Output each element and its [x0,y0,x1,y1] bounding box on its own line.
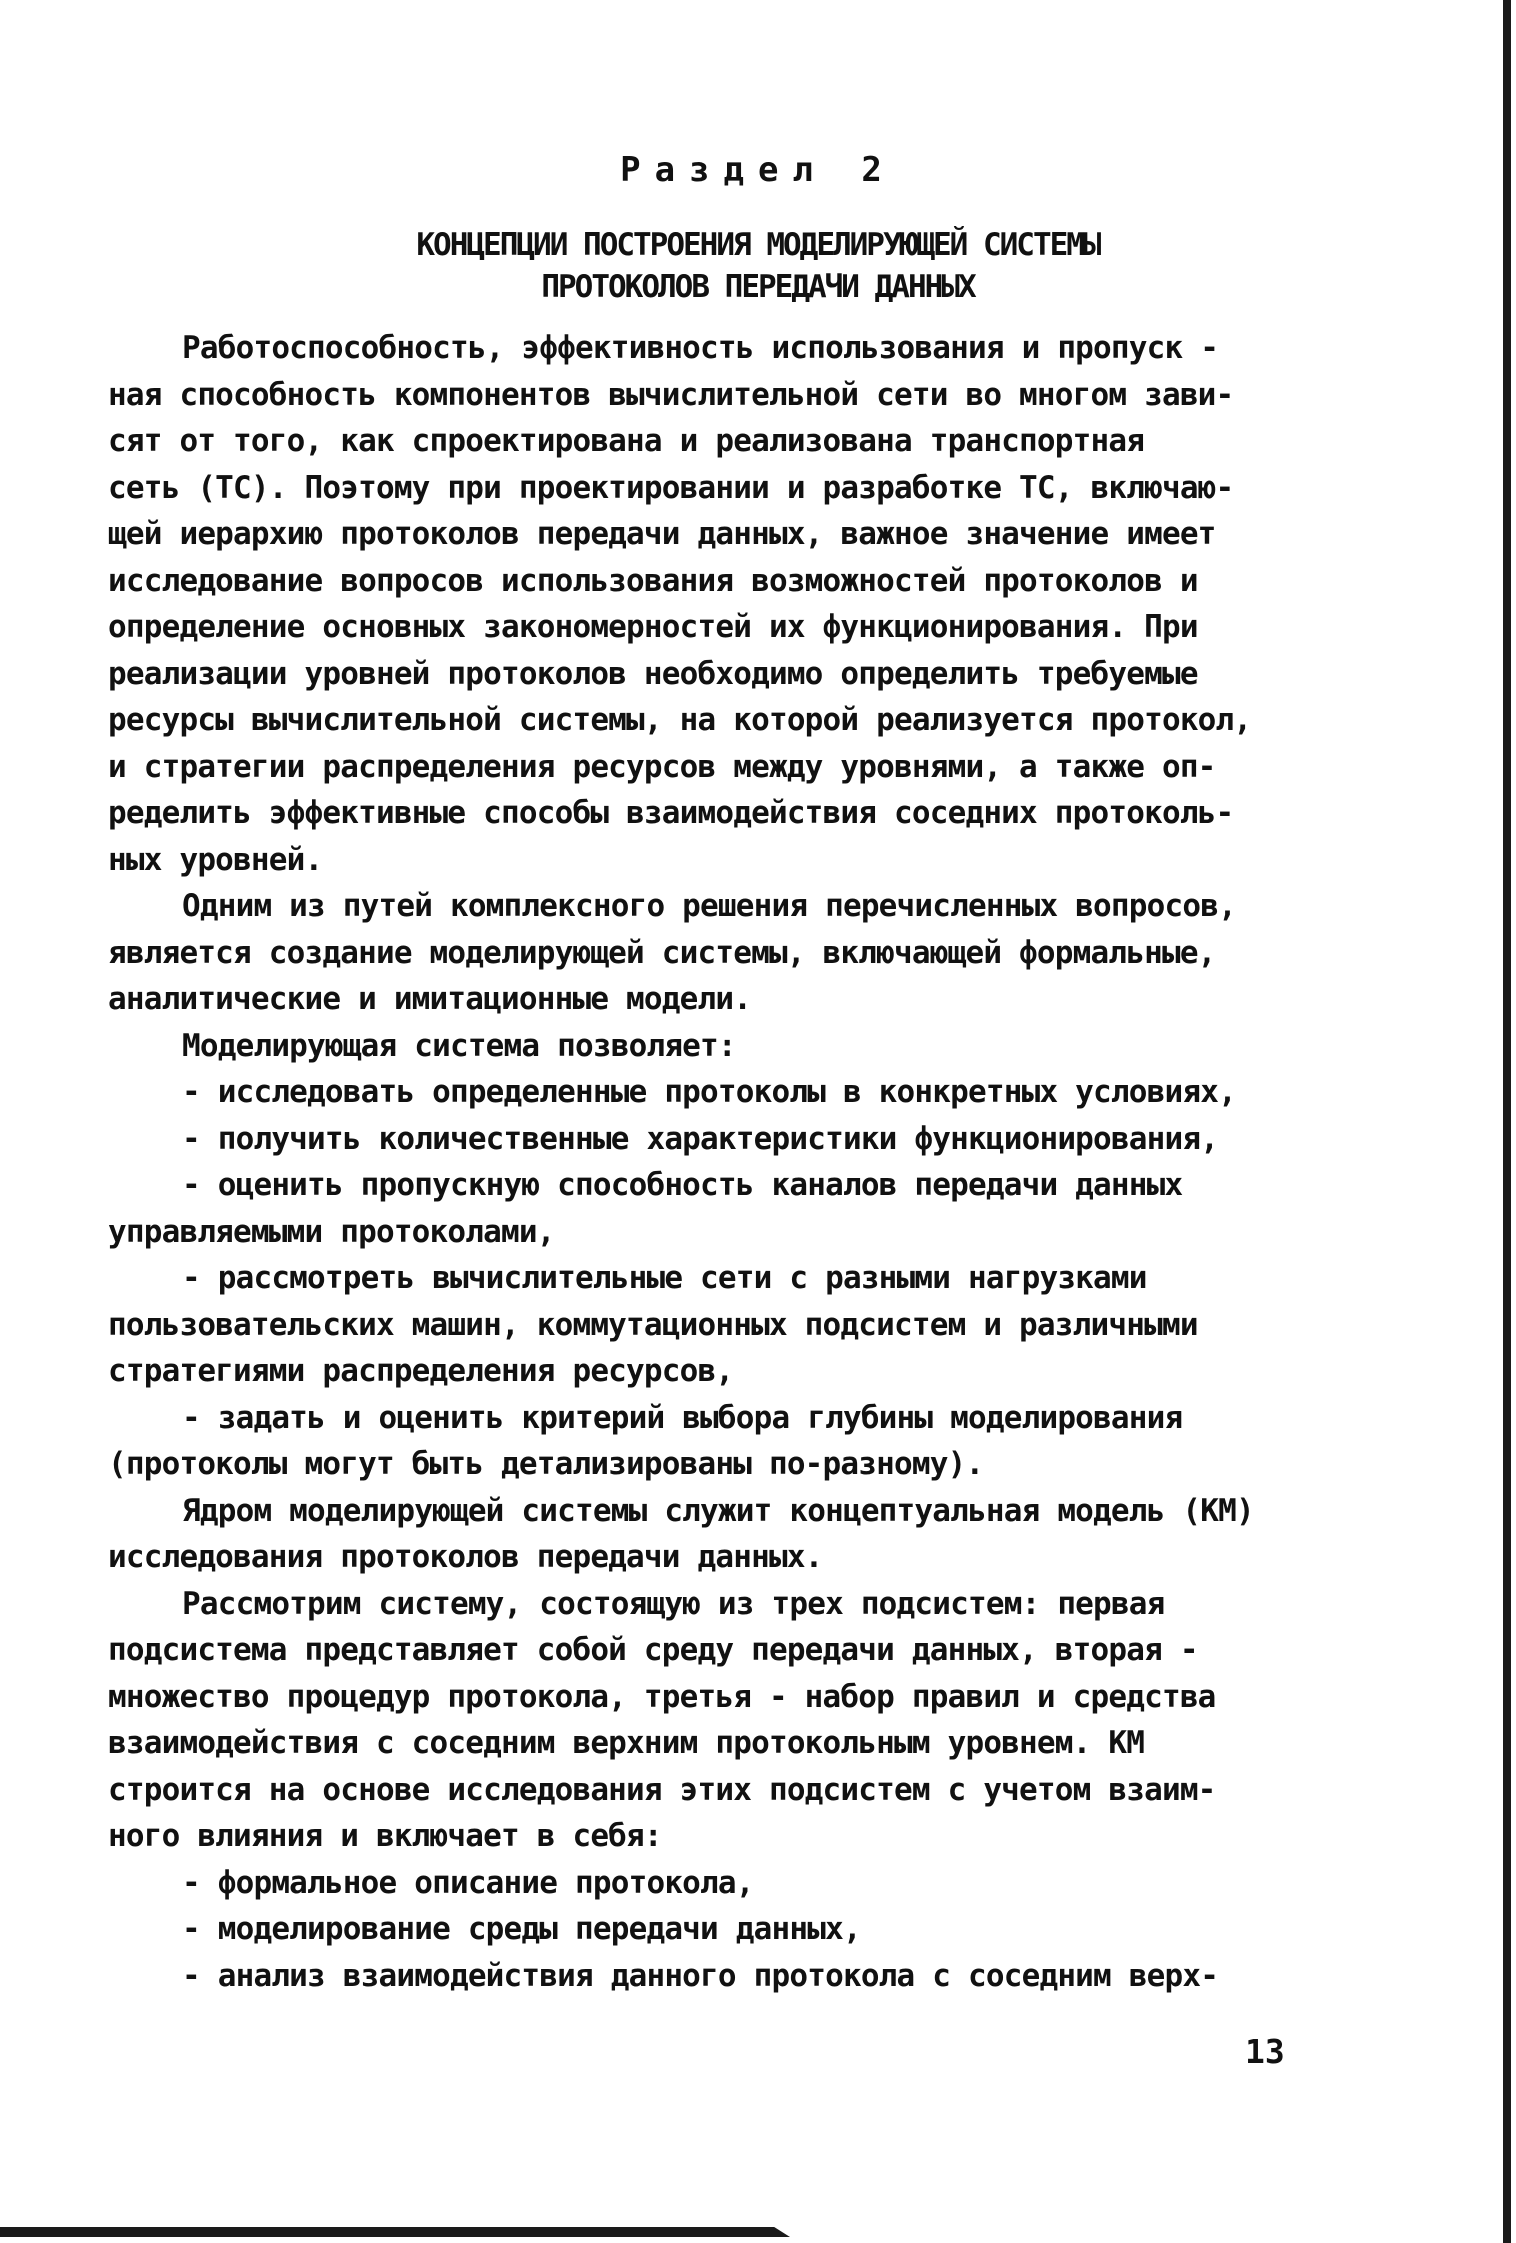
text-line: Рассмотрим систему, состоящую из трех подсистем: первая [182,1585,1165,1622]
text-line: ная способность компонентов вычислительной сети во многом зави- [108,376,1234,413]
list-item: - исследовать определенные протоколы в конкретных условиях, [182,1074,1236,1110]
text-line: Работоспособность, эффективность использования и пропуск - [182,330,1219,366]
text-line: управляемыми протоколами, [108,1213,555,1250]
text-line: Моделирующая система позволяет: [182,1027,736,1064]
text-line: исследования протоколов передачи данных. [108,1539,823,1575]
text-line: пользовательских машин, коммутационных подсистем и различными [108,1306,1198,1343]
text-line: сеть (ТС). Поэтому при проектировании и разработке ТС, включаю- [108,469,1234,506]
text-line: ного влияния и включает в себя: [108,1818,662,1854]
text-line: щей иерархию протоколов передачи данных, важное значение имеет [108,516,1216,552]
text-line: ресурсы вычислительной системы, на которой реализуется протокол, [108,702,1252,738]
heading-line-2: ПРОТОКОЛОВ ПЕРЕДАЧИ ДАННЫХ [541,269,975,305]
text-line: взаимодействия с соседним верхним протокольным уровнем. КМ [108,1725,1145,1761]
text-line: (протоколы могут быть детализированы по-разному). [108,1446,984,1482]
list-item: - анализ взаимодействия данного протокола с соседним верх- [182,1957,1219,1994]
body-text [108,325,1348,1999]
list-item: - оценить пропускную способность каналов передачи данных [182,1167,1183,1203]
text-line: определение основных закономерностей их функционирования. При [108,609,1198,645]
text-line: является создание моделирующей системы, включающей формальные, [108,934,1216,971]
scan-edge-bottom [0,2227,790,2237]
section-title: Раздел 2 [620,150,896,190]
text-line: сят от того, как спроектирована и реализована транспортная [108,423,1145,459]
list-item: - получить количественные характеристики функционирования, [182,1120,1219,1157]
scan-edge-right [1503,0,1511,2243]
chapter-heading [0,224,1516,308]
text-line: множество процедур протокола, третья - набор правил и средства [108,1678,1216,1715]
list-item: - моделирование среды передачи данных, [182,1911,861,1947]
heading-line-1: КОНЦЕПЦИИ ПОСТРОЕНИЯ МОДЕЛИРУЮЩЕЙ СИСТЕМЫ [416,227,1100,263]
text-line: исследование вопросов использования возможностей протоколов и [108,562,1198,599]
text-line: аналитические и имитационные модели. [108,981,752,1017]
text-line: стратегиями распределения ресурсов, [108,1353,734,1389]
text-line: и стратегии распределения ресурсов между уровнями, а также оп- [108,748,1216,785]
text-line: строится на основе исследования этих подсистем с учетом взаим- [108,1771,1216,1808]
text-line: ных уровней. [108,841,323,878]
list-item: - формальное описание протокола, [182,1864,754,1901]
list-item: - задать и оценить критерий выбора глубины моделирования [182,1399,1183,1436]
text-line: Ядром моделирующей системы служит концептуальная модель (КМ) [182,1492,1254,1529]
text-line: Одним из путей комплексного решения перечисленных вопросов, [182,888,1236,924]
text-line: подсистема представляет собой среду передачи данных, вторая - [108,1632,1198,1668]
text-line: ределить эффективные способы взаимодействия соседних протоколь- [108,795,1234,831]
page-number: 13 [1245,2032,1285,2071]
text-line: реализации уровней протоколов необходимо определить требуемые [108,655,1198,692]
list-item: - рассмотреть вычислительные сети с разными нагрузками [182,1260,1147,1296]
